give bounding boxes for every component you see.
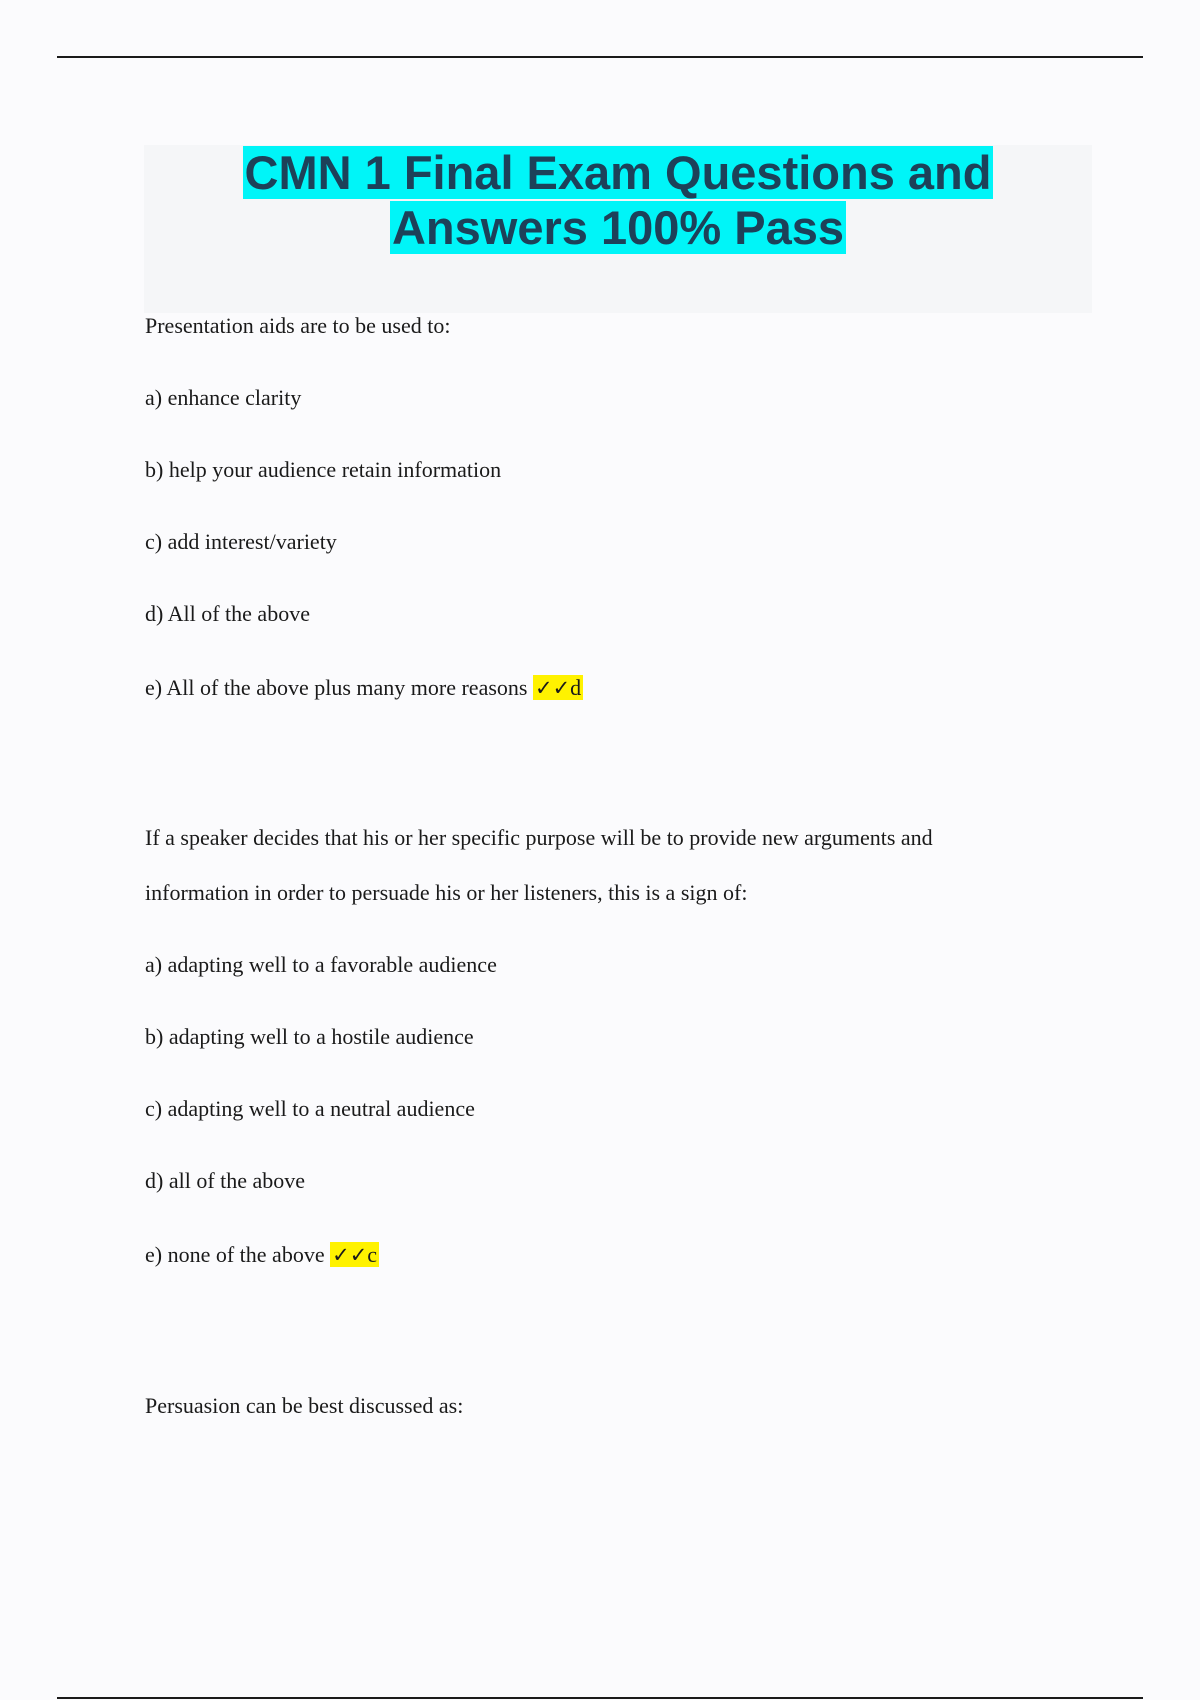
double-check-icon: ✓✓ xyxy=(534,676,571,700)
question-1-option-e: e) All of the above plus many more reasons xyxy=(145,675,528,700)
title-line-1: CMN 1 Final Exam Questions and xyxy=(244,146,992,199)
question-2-option-e: e) none of the above xyxy=(145,1242,325,1267)
question-2-answer-letter: c xyxy=(367,1242,378,1267)
question-1-option-b: b) help your audience retain information xyxy=(145,457,502,482)
double-check-icon: ✓✓ xyxy=(332,1243,368,1267)
question-2-prompt-line-1: If a speaker decides that his or her specific purpose will be to provide new arguments and xyxy=(145,825,933,850)
question-1-answer-letter: d xyxy=(570,675,582,700)
question-2-option-a: a) adapting well to a favorable audience xyxy=(145,952,497,977)
question-2-option-d: d) all of the above xyxy=(145,1168,306,1193)
question-1-answer xyxy=(533,675,583,700)
footer-rule xyxy=(57,1697,1143,1699)
question-2-option-c: c) adapting well to a neutral audience xyxy=(145,1096,475,1121)
question-2-option-e-row xyxy=(145,1240,379,1270)
question-2-answer xyxy=(330,1242,379,1267)
question-2-prompt-line-2: information in order to persuade his or her listeners, this is a sign of: xyxy=(145,880,748,905)
question-1-option-c: c) add interest/variety xyxy=(145,529,337,554)
header-rule xyxy=(57,56,1143,58)
question-1-option-d: d) All of the above xyxy=(145,601,310,626)
question-1-option-a: a) enhance clarity xyxy=(145,385,302,410)
question-2-option-b: b) adapting well to a hostile audience xyxy=(145,1024,474,1049)
question-1-prompt: Presentation aids are to be used to: xyxy=(145,313,451,338)
title-line-2: Answers 100% Pass xyxy=(391,201,844,254)
question-3-prompt: Persuasion can be best discussed as: xyxy=(145,1393,464,1418)
document-title xyxy=(144,145,1092,255)
question-1-option-e-row xyxy=(145,673,583,703)
